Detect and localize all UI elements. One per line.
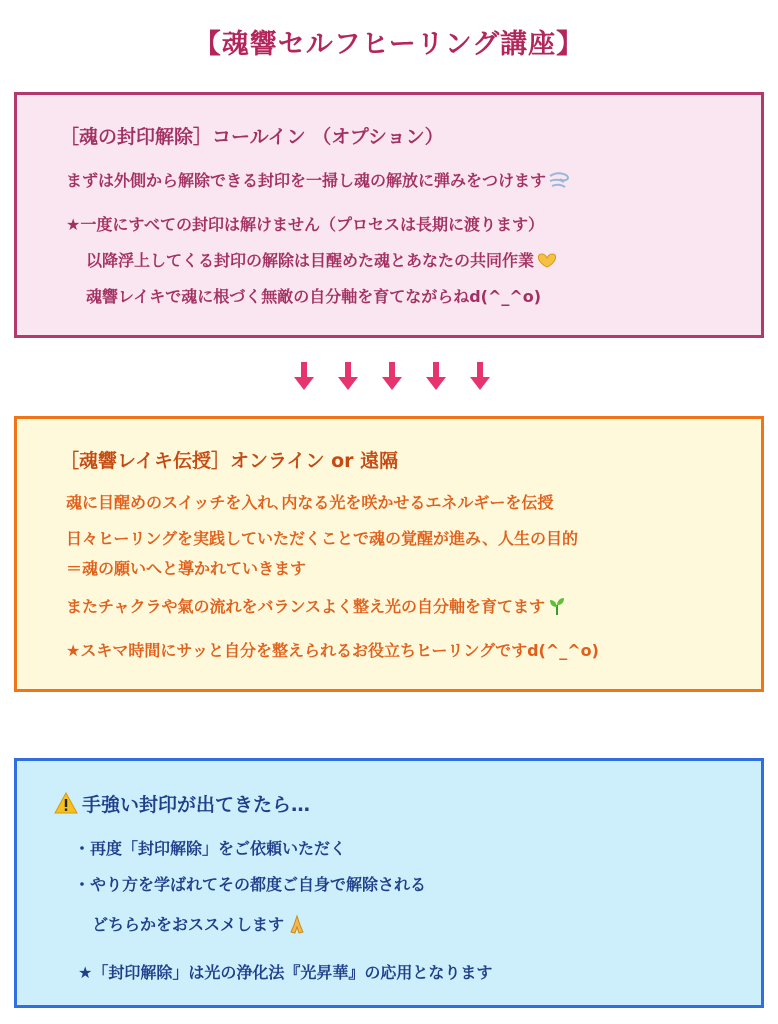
page-title: 【魂響セルフヒーリング講座】 <box>193 29 585 60</box>
seal-release-line-2: ★一度にすべての封印は解けません（プロセスは長期に渡ります） <box>66 215 545 234</box>
reiki-line-1: 魂に目醒めのスイッチを入れ､内なる光を咲かせるエネルギーを伝授 <box>66 493 554 512</box>
wind-face-icon <box>548 170 570 194</box>
reiki-line-4: またチャクラや氣の流れをバランスよく整え光の自分軸を育てます <box>66 594 567 620</box>
reiki-line-2: 日々ヒーリングを実践していただくことで魂の覚醒が進み、人生の目的 <box>66 529 579 548</box>
strong-seal-line-2: ★「封印解除」は光の浄化法『光昇華』の応用となります <box>78 963 493 982</box>
reiki-line-3: ＝魂の願いへと導かれていきます <box>66 559 307 578</box>
arrow-down-icon <box>380 360 404 392</box>
reiki-line-5: ★スキマ時間にサッと自分を整えられるお役立ちヒーリングですd(^_^o) <box>66 641 599 660</box>
seal-release-line-3: 以降浮上してくる封印の解除は目醒めた魂とあなたの共同作業 <box>86 248 558 274</box>
warning-icon <box>54 792 78 819</box>
strong-seal-heading: 手強い封印が出てきたら… <box>54 790 310 819</box>
down-arrows <box>292 360 492 396</box>
strong-seal-item-2: ・やり方を学ばれてその都度ご自身で解除される <box>74 875 427 894</box>
reiki-attunement-heading: ［魂響レイキ伝授］オンライン or 遠隔 <box>60 450 399 472</box>
arrow-down-icon <box>336 360 360 392</box>
seal-release-line-1: まずは外側から解除できる封印を一掃し魂の解放に弾みをつけます <box>66 168 570 194</box>
seal-release-heading: ［魂の封印解除］コールイン （オプション） <box>60 126 444 148</box>
seedling-icon <box>547 596 567 620</box>
strong-seal-item-1: ・再度「封印解除」をご依頼いただく <box>74 839 347 858</box>
heart-hands-icon <box>536 250 558 274</box>
arrow-down-icon <box>424 360 448 392</box>
seal-release-line-4: 魂響レイキで魂に根づく無敵の自分軸を育てながらねd(^_^o) <box>86 287 542 306</box>
praying-hands-icon <box>286 913 308 939</box>
strong-seal-line-1: どちらかをおススメします <box>92 912 308 939</box>
arrow-down-icon <box>468 360 492 392</box>
arrow-down-icon <box>292 360 316 392</box>
